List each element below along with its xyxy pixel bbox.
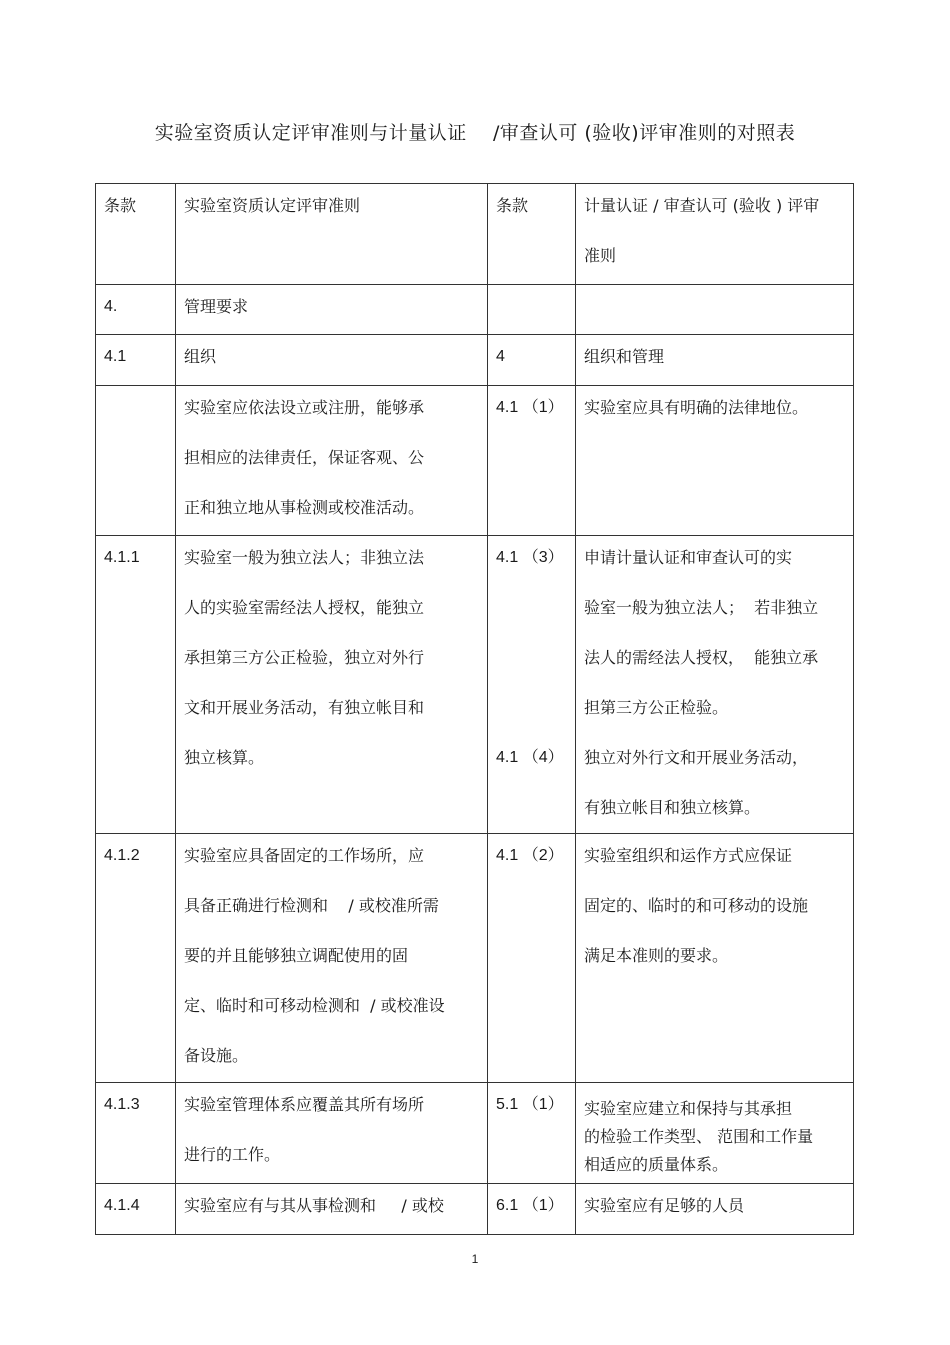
clause-number-right: 6.1 （1） [488, 1184, 576, 1235]
header-lab-qualification-criteria: 实验室资质认定评审准则 [176, 184, 488, 285]
table-row [96, 834, 854, 1083]
table-row [96, 536, 854, 834]
table-header-row [96, 184, 854, 285]
clause-text-left: 实验室应依法设立或注册，能够承 担相应的法律责任，保证客观、公 正和独立地从事检测或校准活动。 [176, 386, 488, 536]
page-number: 1 [471, 1252, 479, 1266]
clause-number-right: 4.1 （2） [488, 834, 576, 1083]
clause-text-right: 实验室应建立和保持与其承担 的检验工作类型、 范围和工作量 相适应的质量体系。 [576, 1083, 854, 1184]
clause-text-right [576, 285, 854, 335]
clause-text-left: 组织 [176, 335, 488, 386]
clause-text-right: 组织和管理 [576, 335, 854, 386]
header-clause-left: 条款 [96, 184, 176, 285]
clause-text-left: 实验室应具备固定的工作场所，应 具备正确进行检测和 / 或校准所需 要的并且能够独立调配使用的固 定、临时和可移动检测和 / 或校准设 备设施。 [176, 834, 488, 1083]
table-row [96, 1083, 854, 1184]
clause-text-left: 管理要求 [176, 285, 488, 335]
document-title: 实验室资质认定评审准则与计量认证 /审查认可 (验收)评审准则的对照表 [154, 122, 796, 144]
clause-number-left: 4.1.1 [96, 536, 176, 834]
table-row [96, 1184, 854, 1235]
clause-number-left [96, 386, 176, 536]
clause-text-left: 实验室应有与其从事检测和 / 或校 [176, 1184, 488, 1235]
table-row [96, 386, 854, 536]
clause-number-left: 4.1 [96, 335, 176, 386]
clause-number-left: 4.1.2 [96, 834, 176, 1083]
clause-number-right: 4.1 （3） 4.1 （4） [488, 536, 576, 834]
clause-number-left: 4.1.4 [96, 1184, 176, 1235]
clause-number-right: 5.1 （1） [488, 1083, 576, 1184]
header-metrology-criteria: 计量认证 / 审查认可 (验收 ) 评审 准则 [576, 184, 854, 285]
clause-text-right: 实验室组织和运作方式应保证 固定的、临时的和可移动的设施 满足本准则的要求。 [576, 834, 854, 1083]
clause-text-right: 实验室应有足够的人员 [576, 1184, 854, 1235]
table-row [96, 335, 854, 386]
comparison-table [95, 183, 854, 1235]
clause-number-right: 4 [488, 335, 576, 386]
clause-number-right: 4.1 （1） [488, 386, 576, 536]
clause-number-left: 4.1.3 [96, 1083, 176, 1184]
clause-number-left: 4. [96, 285, 176, 335]
clause-text-left: 实验室管理体系应覆盖其所有场所 进行的工作。 [176, 1083, 488, 1184]
clause-text-right: 实验室应具有明确的法律地位。 [576, 386, 854, 536]
table-row [96, 285, 854, 335]
clause-text-left: 实验室一般为独立法人；非独立法 人的实验室需经法人授权，能独立 承担第三方公正检验，独立对外行 文和开展业务活动，有独立帐目和 独立核算。 [176, 536, 488, 834]
header-clause-right: 条款 [488, 184, 576, 285]
clause-number-right [488, 285, 576, 335]
clause-text-right: 申请计量认证和审查认可的实 验室一般为独立法人； 若非独立 法人的需经法人授权， 能独立承 担第三方公正检验。 独立对外行文和开展业务活动， 有独立帐目和独立核算。 [576, 536, 854, 834]
